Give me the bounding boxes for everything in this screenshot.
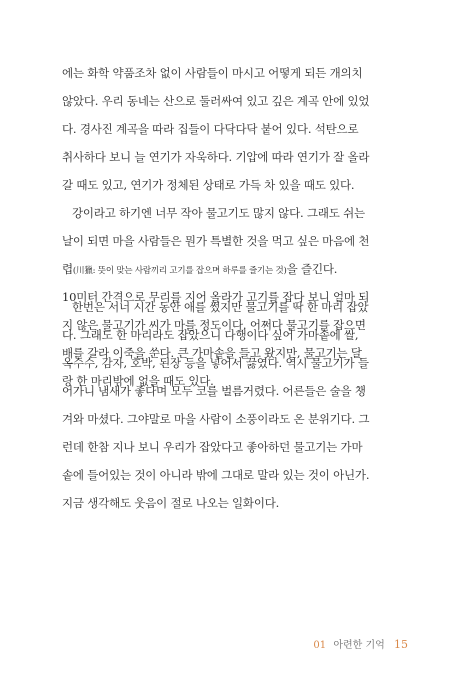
paragraph-line: 랑 한 마리밖에 없을 때도 있다. [62,374,214,388]
paragraph-line: 에는 화학 약품조차 없이 사람들이 마시고 어떻게 되든 개의치 [62,66,363,80]
paragraph-line: 지금 생각해도 웃음이 절로 나오는 일화이다. [62,496,280,510]
paragraph-line: 다. 경사진 계곡을 따라 집들이 다닥다닥 붙어 있다. 석탄으로 [62,122,359,136]
paragraph-line: 강이라고 하기엔 너무 작아 물고기도 많지 않다. 그래도 쉬는 [72,206,365,220]
paragraph-line: 갈 때도 있고, 연기가 정체된 상태로 가득 차 있을 때도 있다. [62,178,355,192]
page-footer [313,636,408,651]
line-text: 렵 [62,262,73,276]
paragraph-line: 다. 그래도 한 마리라도 잡았으니 다행이다 싶어 가마솥에 쌀, [62,328,359,342]
inline-note: (川獵: 뜻이 맞는 사람끼리 고기를 잡으며 하루를 즐기는 것) [72,266,287,276]
paragraph-line: 않았다. 우리 동네는 산으로 둘러싸여 있고 깊은 계곡 안에 있었 [62,94,370,108]
paragraph-line: 10미터 간격으로 무리를 지어 올라가 고기를 잡다 보니 얼마 되 [62,290,370,304]
chapter-number: 01 [313,640,327,651]
page-number: 15 [394,638,408,651]
paragraph-line: 한번은 서너 시간 동안 애를 썼지만 물고기를 딱 한 마리 잡았 [72,300,369,314]
paragraph-line: 겨와 마셨다. 그야말로 마을 사람이 소풍이라도 온 분위기다. 그 [62,412,370,426]
lower-text-block [62,293,408,517]
paragraph-line: 어가니 냄새가 좋다며 모두 코를 벌름거렸다. 어른들은 술을 챙 [62,384,366,398]
paragraph-line-with-note [62,255,408,283]
paragraph-line: 지 않은 물고기가 씨가 마를 정도이다. 어쩌다 물고기를 잡으면 [62,318,366,332]
line-text: 을 즐긴다. [286,262,338,276]
paragraph-line: 배를 갈라 이죽을 쑨다. 큰 가마솥을 들고 왔지만, 물고기는 달 [62,346,362,360]
paragraph-line: 솥에 들어있는 것이 아니라 밖에 그대로 말라 있는 것이 아닌가. [62,468,370,482]
chapter-title: 아련한 기억 [333,640,385,651]
paragraph-line: 옥수수, 감자, 호박, 된장 등을 넣어서 끓였다. 역시 물고기가 들 [62,356,369,370]
paragraph-line: 날이 되면 마을 사람들은 뭔가 특별한 것을 먹고 싶은 마음에 천 [62,234,370,248]
paragraph-line: 런데 한참 지나 보니 우리가 잡았다고 좋아하던 물고기는 가마 [62,440,363,454]
paragraph-line: 취사하다 보니 늘 연기가 자욱하다. 기압에 따라 연기가 잘 올라 [62,150,370,164]
